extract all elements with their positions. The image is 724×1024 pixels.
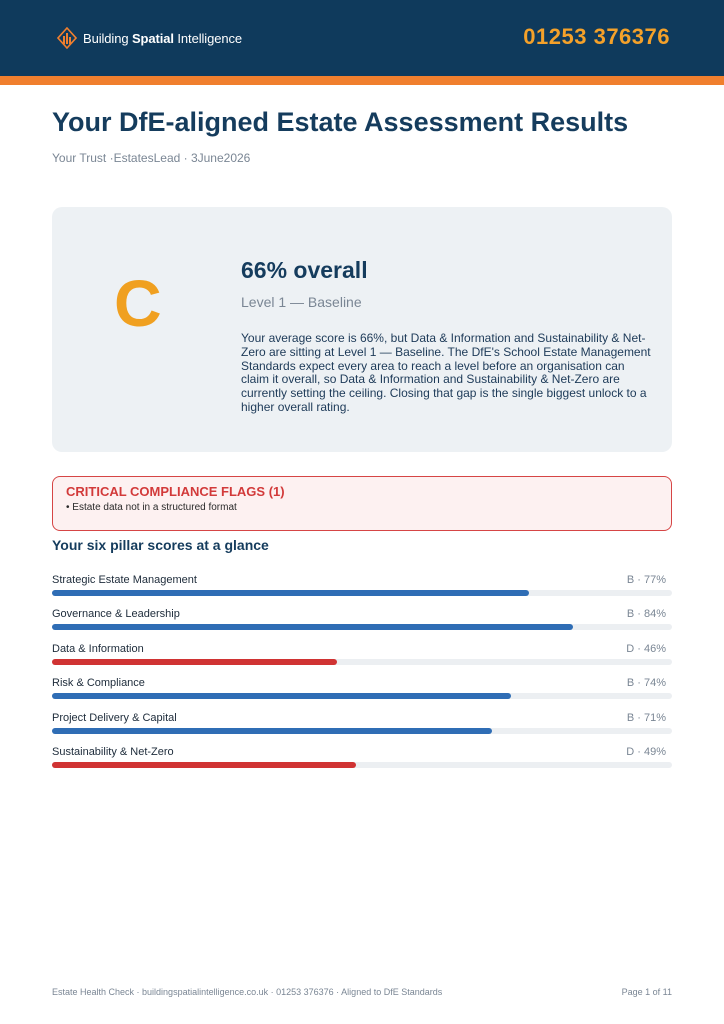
overall-level: Level 1 — Baseline — [241, 294, 362, 310]
pillar-row — [52, 643, 672, 677]
page-number: Page 1 of 11 — [621, 987, 672, 997]
header-accent-stripe — [0, 76, 724, 85]
report-meta: Your Trust ·EstatesLead · 3June2026 — [52, 151, 251, 165]
pillar-score: D · 46% — [626, 642, 666, 655]
pillar-row — [52, 746, 672, 780]
pillar-scores-list — [52, 574, 672, 780]
pillar-bar-track — [52, 762, 672, 768]
pillar-row — [52, 712, 672, 746]
score-summary: Your average score is 66%, but Data & Information and Sustainability & Net-Zero are sitting at Level 1 — Baseline. The DfE's School Estate Management Standards expect every area to reach a level before an organisation can claim it overall, so Data & Information and Sustainability & Net-Zero are currently setting the ceiling. Closing that gap is the single biggest unlock to a higher overall rating. — [241, 331, 651, 414]
pillar-name: Data & Information — [52, 642, 144, 655]
critical-flags-panel — [52, 476, 672, 531]
pillar-bar-fill — [52, 762, 356, 768]
pillar-name: Project Delivery & Capital — [52, 711, 177, 724]
pillar-row — [52, 574, 672, 608]
pillar-bar-fill — [52, 728, 492, 734]
pillar-row — [52, 677, 672, 711]
pillar-bar-track — [52, 624, 672, 630]
company-logo[interactable] — [57, 27, 242, 49]
pillar-bar-track — [52, 659, 672, 665]
pillar-bar-fill — [52, 659, 337, 665]
critical-flag-item: • Estate data not in a structured format — [66, 502, 237, 513]
pillar-row — [52, 608, 672, 642]
pillar-score: B · 74% — [626, 677, 666, 690]
overall-score-card — [52, 207, 672, 452]
pillar-score: D · 49% — [626, 745, 666, 758]
pillar-bar-fill — [52, 693, 511, 699]
pillar-bar-track — [52, 728, 672, 734]
pillar-score: B · 84% — [626, 608, 666, 621]
pillar-name: Strategic Estate Management — [52, 574, 197, 586]
page-title: Your DfE-aligned Estate Assessment Results — [52, 107, 629, 137]
pillar-bar-fill — [52, 624, 573, 630]
pillar-name: Sustainability & Net-Zero — [52, 745, 174, 758]
pillar-score: B · 71% — [626, 711, 666, 724]
pillar-bar-track — [52, 590, 672, 596]
logo-text: Building Spatial Intelligence — [83, 30, 242, 46]
pillar-name: Governance & Leadership — [52, 608, 180, 621]
overall-percentage: 66% overall — [241, 257, 368, 283]
footer-info: Estate Health Check · buildingspatialintelligence.co.uk · 01253 376376 · Aligned to DfE Standards — [52, 987, 443, 997]
critical-flags-title: CRITICAL COMPLIANCE FLAGS (1) — [66, 484, 285, 499]
phone-number[interactable]: 01253 376376 — [523, 24, 670, 49]
pillar-bar-track — [52, 693, 672, 699]
pillar-name: Risk & Compliance — [52, 677, 145, 690]
pillar-bar-fill — [52, 590, 529, 596]
pillars-heading: Your six pillar scores at a glance — [52, 537, 269, 553]
pillar-score: B · 77% — [626, 574, 666, 586]
page-header — [0, 0, 724, 76]
overall-grade: C — [114, 266, 162, 340]
building-logo-icon — [57, 27, 77, 49]
